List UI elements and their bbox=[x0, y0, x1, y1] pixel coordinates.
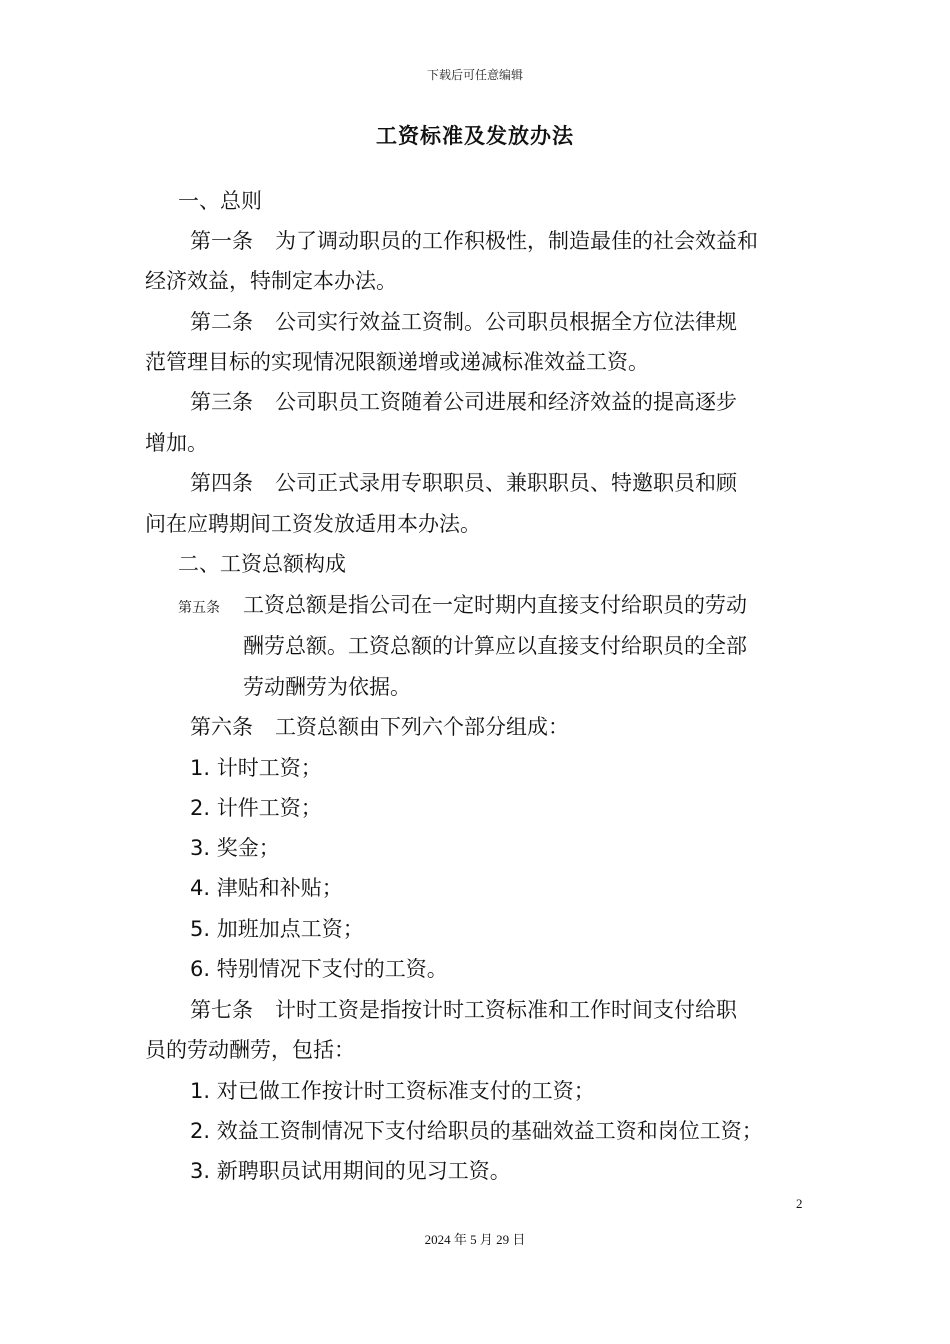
section-heading-general: 一、总则 bbox=[178, 189, 262, 213]
article-1-line-1 bbox=[190, 228, 758, 254]
article-4-line-1 bbox=[190, 470, 737, 496]
article-5-line-1: 工资总额是指公司在一定时期内直接支付给职员的劳动 bbox=[243, 593, 747, 617]
list-item: 6. 特别情况下支付的工资。 bbox=[190, 957, 448, 981]
article-2-line-2: 范管理目标的实现情况限额递增或递减标准效益工资。 bbox=[145, 350, 649, 374]
article-4-label: 第四条 bbox=[190, 471, 253, 495]
list-item: 5. 加班加点工资； bbox=[190, 917, 364, 941]
article-6-text: 工资总额由下列六个部分组成： bbox=[275, 715, 569, 739]
list-item: 1. 计时工资； bbox=[190, 756, 322, 780]
article-7-label: 第七条 bbox=[190, 998, 253, 1022]
article-3-line-2: 增加。 bbox=[145, 431, 208, 455]
page-number: 2 bbox=[796, 1196, 803, 1211]
article-1-line-2: 经济效益，特制定本办法。 bbox=[145, 269, 397, 293]
article-5-line-3: 劳动酬劳为依据。 bbox=[243, 675, 411, 699]
article-4-text: 公司正式录用专职职员、兼职职员、特邀职员和顾 bbox=[275, 471, 737, 495]
article-2-label: 第二条 bbox=[190, 310, 253, 334]
article-7-text: 计时工资是指按计时工资标准和工作时间支付给职 bbox=[275, 998, 737, 1022]
article-2-text: 公司实行效益工资制。公司职员根据全方位法律规 bbox=[275, 310, 737, 334]
list-item: 2. 计件工资； bbox=[190, 796, 322, 820]
section-heading-wage-composition: 二、工资总额构成 bbox=[178, 552, 346, 576]
article-5-label: 第五条 bbox=[178, 600, 220, 616]
article-7-line-2: 员的劳动酬劳，包括： bbox=[145, 1038, 355, 1062]
list-item: 2. 效益工资制情况下支付给职员的基础效益工资和岗位工资； bbox=[190, 1119, 763, 1143]
article-3-line-1 bbox=[190, 389, 737, 415]
article-1-text: 为了调动职员的工作积极性，制造最佳的社会效益和 bbox=[275, 229, 758, 253]
article-3-text: 公司职员工资随着公司进展和经济效益的提高逐步 bbox=[275, 390, 737, 414]
document-title: 工资标准及发放办法 bbox=[376, 124, 574, 148]
article-3-label: 第三条 bbox=[190, 390, 253, 414]
list-item: 1. 对已做工作按计时工资标准支付的工资； bbox=[190, 1079, 595, 1103]
page-header: 下载后可任意编辑 bbox=[426, 68, 523, 82]
page-footer-date: 2024 年 5 月 29 日 bbox=[424, 1232, 526, 1247]
article-6-label: 第六条 bbox=[190, 715, 253, 739]
article-1-label: 第一条 bbox=[190, 229, 253, 253]
article-5-line-2: 酬劳总额。工资总额的计算应以直接支付给职员的全部 bbox=[243, 634, 747, 658]
article-7-line-1 bbox=[190, 997, 737, 1023]
article-6-line-1 bbox=[190, 714, 569, 740]
list-item: 3. 新聘职员试用期间的见习工资。 bbox=[190, 1159, 511, 1183]
list-item: 4. 津贴和补贴； bbox=[190, 876, 343, 900]
list-item: 3. 奖金； bbox=[190, 836, 280, 860]
article-2-line-1 bbox=[190, 309, 737, 335]
article-4-line-2: 问在应聘期间工资发放适用本办法。 bbox=[145, 512, 481, 536]
